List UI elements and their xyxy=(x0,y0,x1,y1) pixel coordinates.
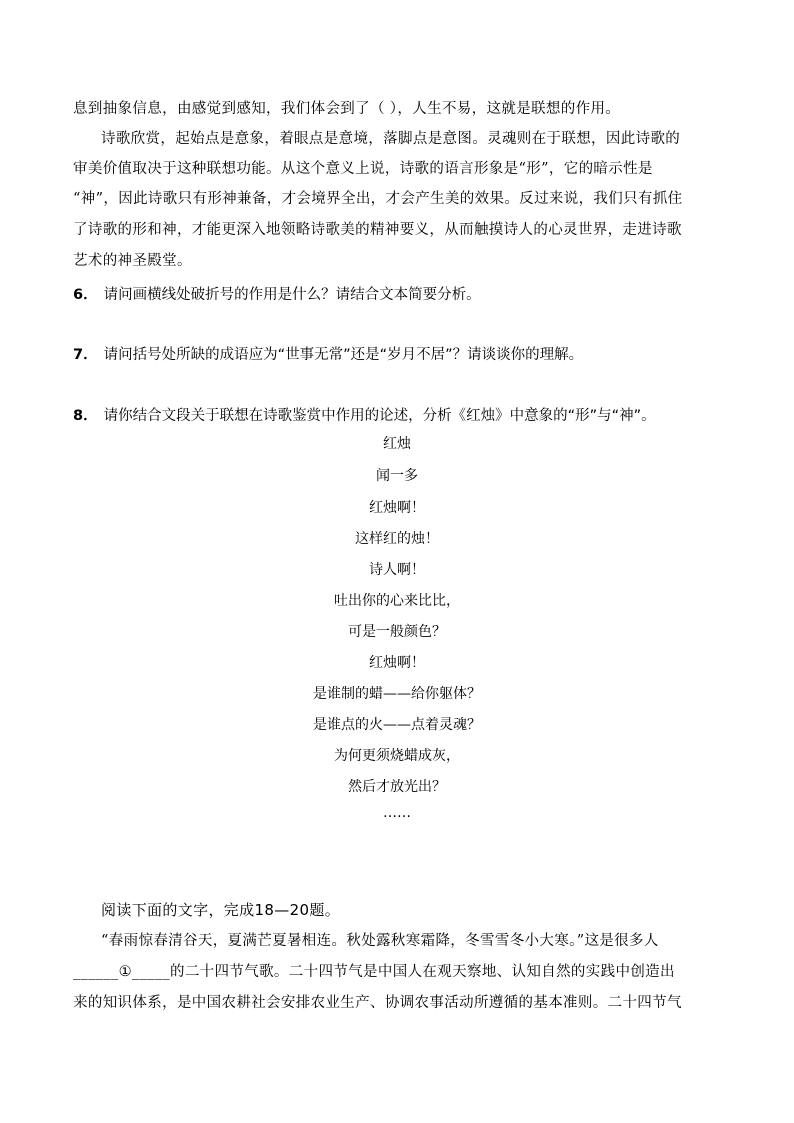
poem-line: 这样红的烛！ xyxy=(355,531,439,547)
passage2-intro: 阅读下面的文字，完成18—20题。 xyxy=(101,901,341,919)
question-text: 请问括号处所缺的成语应为“世事无常”还是“岁月不居”？请谈谈你的理解。 xyxy=(103,347,584,363)
poem-line: 红烛啊！ xyxy=(369,655,425,671)
question-number: 7． xyxy=(73,347,98,363)
poem-line: 是谁制的蜡——给你躯体？ xyxy=(313,686,481,702)
passage2-line-1: “春雨惊春清谷天，夏满芒夏暑相连。秋处露秋寒霜降，冬雪雪冬小大寒。”这是很多人 xyxy=(101,933,659,949)
question-text: 请问画横线处破折号的作用是什么？请结合文本简要分析。 xyxy=(103,287,481,303)
question-number: 6． xyxy=(73,287,98,303)
poem-line: 红烛啊！ xyxy=(369,500,425,516)
passage1-line-3: “神”，因此诗歌只有形神兼备，才会境界全出，才会产生美的效果。反过来说，我们只有抓住 xyxy=(73,191,683,207)
poem-line: 是谁点的火——点着灵魂？ xyxy=(313,717,481,733)
question-7 xyxy=(73,343,583,364)
passage2-line-3: 来的知识体系，是中国农耕社会安排农业生产、协调农事活动所遵循的基本准则。二十四节气 xyxy=(73,995,682,1011)
passage2-line-2 xyxy=(73,960,733,981)
poem-line: 为何更须烧蜡成灰， xyxy=(334,748,460,764)
question-8 xyxy=(73,404,656,425)
blank-marker: ① xyxy=(118,964,132,980)
passage2-line-2-text: 的二十四节气歌。二十四节气是中国人在观天察地、认知自然的实践中创造出 xyxy=(169,964,675,980)
passage1-line-5: 艺术的神圣殿堂。 xyxy=(73,253,192,269)
poem-title: 红烛 xyxy=(383,436,411,452)
fill-blank-underline: ______ xyxy=(73,964,119,980)
passage1-line-0: 息到抽象信息，由感觉到感知，我们体会到了（ ），人生不易，这就是联想的作用。 xyxy=(73,101,621,117)
poem-line: 吐出你的心来比比， xyxy=(334,593,460,609)
passage1-line-4: 了诗歌的形和神，才能更深入地领略诗歌美的精神要义，从而触摸诗人的心灵世界，走进诗歌 xyxy=(73,222,682,238)
passage1-line-1: 诗歌欣赏，起始点是意象，着眼点是意境，落脚点是意图。灵魂则在于联想，因此诗歌的 xyxy=(101,131,681,147)
poem-line: 可是一般颜色？ xyxy=(348,624,446,640)
question-text: 请你结合文段关于联想在诗歌鉴赏中作用的论述，分析《红烛》中意象的“形”与“神”。 xyxy=(103,408,656,424)
fill-blank-underline: _____ xyxy=(131,964,170,980)
passage1-line-2: 审美价值取决于这种联想功能。从这个意义上说，诗歌的语言形象是“形”，它的暗示性是 xyxy=(73,161,653,177)
poem-ellipsis: …… xyxy=(383,805,411,821)
question-6 xyxy=(73,283,481,304)
poem-line: 诗人啊！ xyxy=(369,562,425,578)
poem-line: 然后才放光出？ xyxy=(348,779,446,795)
question-number: 8． xyxy=(73,408,98,424)
poem-author: 闻一多 xyxy=(376,468,418,484)
